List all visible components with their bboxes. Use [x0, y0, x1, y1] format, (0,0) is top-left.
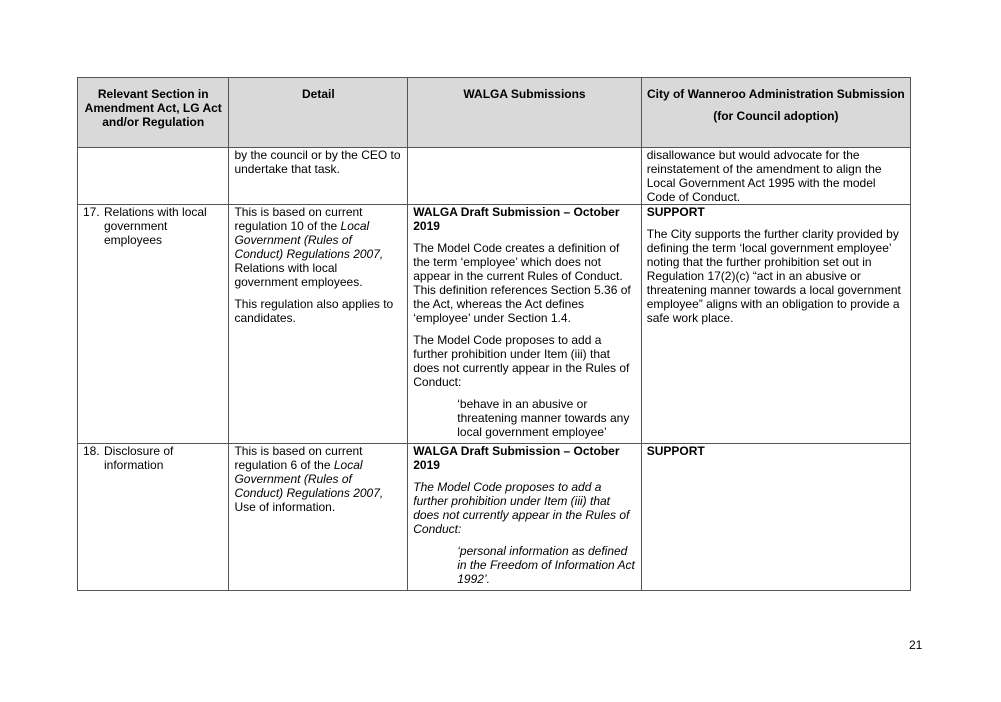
- header-city-title: City of Wanneroo Administration Submission: [646, 87, 905, 101]
- table-row: [78, 148, 911, 205]
- walga-heading: WALGA Draft Submission – October 2019: [413, 444, 620, 472]
- cell-section: [78, 444, 229, 591]
- item-title: Disclosure of information: [104, 444, 174, 472]
- cell-detail: [229, 444, 408, 591]
- cell-walga: [408, 444, 641, 591]
- table-header-row: [78, 78, 911, 148]
- walga-paragraph: The Model Code proposes to add a further prohibition under Item (iii) that does not currently appear in the Rules of Conduct:: [413, 480, 630, 536]
- detail-text: by the council or by the CEO to undertake that task.: [234, 148, 401, 176]
- cell-detail: [229, 148, 408, 205]
- header-relevant-section: Relevant Section in Amendment Act, LG Act and/or Regulation: [78, 78, 229, 148]
- header-city-submission: [641, 78, 910, 148]
- table-row: [78, 444, 911, 591]
- city-heading: SUPPORT: [646, 444, 705, 458]
- cell-detail: [229, 205, 408, 444]
- header-detail: Detail: [229, 78, 408, 148]
- cell-city: [641, 205, 910, 444]
- city-heading: SUPPORT: [646, 205, 705, 219]
- city-paragraph: The City supports the further clarity provided by defining the term ‘local government employee’ noting that the further prohibition set out in Regulation 17(2)(c) “act in an abusive or threatening manner towards a local government employee” aligns with an obligation to provide a safe work place.: [646, 227, 901, 325]
- page-number: 21: [909, 638, 923, 652]
- item-title: Relations with local government employees: [104, 205, 207, 247]
- detail-paragraph: This is based on current regulation 6 of the Local Government (Rules of Conduct) Regulations 2007, Use of information.: [234, 444, 384, 514]
- item-number: 17.: [83, 205, 100, 219]
- walga-paragraph: The Model Code creates a definition of the term ‘employee’ which does not appear in the current Rules of Conduct. This definition references Section 5.36 of the Act, whereas the Act defines ‘employee’ under Section 1.4.: [413, 241, 631, 325]
- walga-heading: WALGA Draft Submission – October 2019: [413, 205, 620, 233]
- header-walga-submissions: WALGA Submissions: [408, 78, 641, 148]
- walga-paragraph: The Model Code proposes to add a further prohibition under Item (iii) that does not currently appear in the Rules of Conduct:: [413, 333, 630, 389]
- detail-paragraph: This regulation also applies to candidates.: [234, 297, 394, 325]
- submission-table: [77, 77, 911, 591]
- city-text: disallowance but would advocate for the reinstatement of the amendment to align the Local Government Act 1995 with the model Code of Conduct.: [646, 148, 882, 204]
- cell-walga: [408, 148, 641, 205]
- walga-quote: ‘personal information as defined in the Freedom of Information Act 1992’.: [457, 544, 635, 586]
- cell-section: [78, 148, 229, 205]
- walga-quote: ‘behave in an abusive or threatening manner towards any local government employee’: [457, 397, 630, 439]
- table-row: [78, 205, 911, 444]
- cell-walga: [408, 205, 641, 444]
- cell-city: [641, 444, 910, 591]
- item-number: 18.: [83, 444, 100, 458]
- cell-section: [78, 205, 229, 444]
- detail-paragraph: This is based on current regulation 10 of the Local Government (Rules of Conduct) Regulations 2007, Relations with local government employees.: [234, 205, 384, 289]
- cell-city: [641, 148, 910, 205]
- header-city-subtitle: (for Council adoption): [713, 109, 839, 123]
